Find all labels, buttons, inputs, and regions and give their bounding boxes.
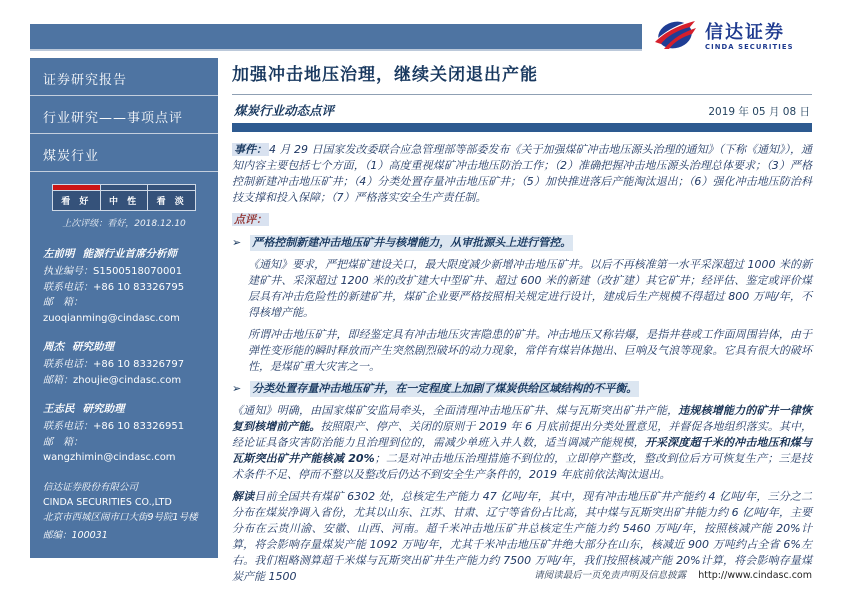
rating-active-indicator bbox=[53, 185, 100, 190]
detail-value: S1500518070001 bbox=[93, 266, 183, 277]
report-date: 2019 年 05 月 08 日 bbox=[708, 106, 810, 118]
rating-option-neutral bbox=[101, 185, 148, 210]
analyst-detail bbox=[43, 435, 205, 466]
paragraph-segment: 《通知》明确，由国家煤矿安监局牵头，全面清理冲击地压矿井、煤与瓦斯突出矿井产能， bbox=[232, 404, 679, 417]
event-paragraph bbox=[232, 142, 812, 206]
logo-wordmark bbox=[705, 21, 794, 51]
analyst-name: 周杰 bbox=[43, 341, 64, 353]
rating-option-label: 中 性 bbox=[101, 191, 148, 210]
logo-name-en: CINDA SECURITIES bbox=[705, 42, 794, 51]
rating-option-label: 看 好 bbox=[53, 191, 100, 210]
research-line-label: 行业研究——事项点评 bbox=[30, 96, 218, 134]
bullet-point bbox=[232, 235, 812, 251]
analyst-detail bbox=[43, 264, 205, 280]
report-subtitle: 煤炭行业动态点评 bbox=[234, 103, 335, 118]
bullet-arrow-icon: ➢ bbox=[232, 382, 242, 395]
detail-label: 邮 箱： bbox=[43, 297, 83, 308]
analyst-detail bbox=[43, 280, 205, 296]
detail-value: +86 10 83326795 bbox=[93, 281, 185, 293]
detail-label: 联系电话： bbox=[43, 359, 93, 370]
detail-label: 邮 箱： bbox=[43, 436, 83, 448]
analyst-name-title bbox=[43, 339, 205, 354]
analyst-block bbox=[30, 239, 218, 332]
subheader-row bbox=[232, 95, 812, 123]
paragraph-segment: 目前全国共有煤矿 6302 处，总核定生产能力 47 亿吨/年，其中，现有冲击地压矿井产能约 4 亿吨/年，三分之二分布在煤炭净调入省份，尤其以山东、江苏、甘肃、辽宁等省份占比高，其中煤与瓦斯突出矿井能力约 6 亿吨/年，主要分布在云贵川渝、安徽、山西、河南。超千米冲击地压矿井总核定生产能力约 5460 万吨/年，按照核减产能 20%计算，将会影响存量煤炭产能 1092 万吨/年，尤其千米冲击地压矿井绝大部分在山东，核减近 900 万吨约占全省 6%左右。我们粗略测算超千米煤与瓦斯突出矿井生产能力约 7500 万吨/年，我们按照核减产能 20%计算，将会影响存量煤炭产能 1500 bbox=[232, 490, 812, 583]
detail-label: 联系电话： bbox=[43, 421, 93, 432]
company-postcode: 邮编：100031 bbox=[43, 530, 108, 542]
rating-option-negative bbox=[148, 185, 195, 210]
analyst-detail bbox=[43, 357, 205, 373]
analyst-name: 左前明 bbox=[43, 248, 75, 260]
analyst-name-title bbox=[43, 401, 205, 416]
rating-option-label: 看 淡 bbox=[148, 191, 195, 210]
analyst-block bbox=[30, 332, 218, 394]
last-rating-note: 上次评级：看好，2018.12.10 bbox=[62, 219, 186, 229]
header-accent-bar bbox=[30, 24, 642, 51]
report-text bbox=[232, 142, 812, 585]
report-type-label: 证券研究报告 bbox=[30, 58, 218, 96]
bullet-arrow-icon: ➢ bbox=[232, 236, 242, 249]
analyst-name: 王志民 bbox=[43, 403, 75, 415]
emphasis-text: 违规核增能力的矿井一律恢复到核增前产能。 bbox=[232, 404, 813, 433]
rating-indicator bbox=[148, 185, 195, 190]
event-text: 4 月 29 日国家发改委联合应急管理部等部委发布《关于加强煤矿冲击地压源头治理的通知》（下称《通知》），通知内容主要包括七个方面，（1）高度重视煤矿冲击地压防治工作；（2）准确把握冲击地压源头治理总体要求；（3）严格控制新建冲击地压矿井；（4）分类处置存量冲击地压矿井；（5）加快推进落后产能淘汰退出；（6）强化冲击地压防治科技支撑和投入保障；（7）严格落实安全生产责任制。 bbox=[232, 143, 813, 204]
body-paragraph: 《通知》要求，严把煤矿建设关口，最大限度减少新增冲击地压矿井。以后不再核准第一水平采深超过 1000 米的新建矿井、采深超过 1200 米的改扩建大中型矿井、超过 600 米的新建（改扩建）其它矿井；经评估、鉴定或评价煤层具有冲击危险性的新建矿井，煤矿企业要严格按照相关规定进行设计，建成后生产规模不得超过 800 万吨/年，不得核增产能。 bbox=[248, 258, 812, 319]
bullet-heading: 严格控制新建冲击地压矿井与核增能力，从审批源头上进行管控。 bbox=[252, 236, 572, 249]
rating-option-positive bbox=[53, 185, 100, 210]
analyst-name-title bbox=[43, 246, 205, 261]
detail-label: 联系电话： bbox=[43, 281, 93, 293]
analyst-detail bbox=[43, 295, 205, 326]
emphasis-text: 开采深度超千米的冲击地压和煤与瓦斯突出矿井产能核减 20% bbox=[232, 436, 813, 465]
logo-name-cn: 信达证券 bbox=[705, 21, 785, 43]
interpretation-lead: 解读 bbox=[232, 490, 255, 503]
report-body bbox=[232, 56, 812, 591]
bullet-point bbox=[232, 381, 812, 397]
page-footer bbox=[232, 567, 812, 581]
analyst-block bbox=[30, 394, 218, 472]
cinda-swoosh-icon bbox=[652, 18, 698, 56]
company-info-block bbox=[43, 481, 208, 544]
rating-indicator bbox=[101, 185, 148, 190]
detail-label: 邮箱： bbox=[43, 374, 73, 386]
bullet-heading: 分类处置存量冲击地压矿井，在一定程度上加剧了煤炭供给区域结构的不平衡。 bbox=[252, 382, 638, 395]
detail-value: +86 10 83326797 bbox=[93, 359, 185, 370]
body-paragraph bbox=[232, 403, 812, 483]
report-title: 加强冲击地压治理，继续关闭退出产能 bbox=[232, 65, 538, 85]
analyst-title: 研究助理 bbox=[72, 341, 114, 353]
disclaimer-note: 请阅读最后一页免责声明及信息披露 bbox=[534, 570, 687, 581]
analyst-detail bbox=[43, 419, 205, 435]
subheader-divider-bar bbox=[232, 123, 812, 132]
report-sidebar bbox=[30, 58, 218, 558]
analyst-title: 研究助理 bbox=[82, 403, 125, 415]
event-label: 事件： bbox=[234, 143, 268, 156]
company-name-en: CINDA SECURITIES CO.,LTD bbox=[43, 496, 172, 508]
analyst-email: wangzhimin@cindasc.com bbox=[43, 452, 176, 463]
detail-label: 执业编号： bbox=[43, 266, 93, 277]
paragraph-segment: ；二是对冲击地压治理措施不到位的，立即停产整改，整改到位后方可恢复生产；三是技术条件不足、停而不整以及整改后仍达不到安全生产条件的，2019 年底前依法淘汰退出。 bbox=[232, 452, 812, 481]
company-url-link[interactable]: http://www.cindasc.com bbox=[698, 570, 812, 581]
comment-label: 点评： bbox=[234, 213, 267, 226]
detail-value: +86 10 83326951 bbox=[93, 421, 185, 432]
analyst-detail bbox=[43, 373, 205, 389]
paragraph-segment: 按照限产、停产、关闭的原则于 2019 年 6 月底前提出分类处置意见，并督促各地组织落实。其中，经论证具备灾害防治能力且治理到位的，需减少单班入井人数，适当调减产能规模， bbox=[232, 420, 813, 449]
company-name-cn: 信达证券股份有限公司 bbox=[43, 482, 139, 494]
comment-row bbox=[232, 212, 812, 228]
analyst-title: 能源行业首席分析师 bbox=[82, 248, 177, 260]
rating-selector bbox=[52, 184, 196, 211]
company-address: 北京市西城区闹市口大街9号院1号楼 bbox=[43, 511, 198, 523]
industry-label: 煤炭行业 bbox=[30, 134, 218, 172]
company-logo bbox=[652, 18, 794, 56]
analyst-email: zhoujie@cindasc.com bbox=[73, 374, 182, 386]
analyst-email: zuoqianming@cindasc.com bbox=[43, 312, 180, 324]
body-paragraph: 所谓冲击地压矿井，即经鉴定具有冲击地压灾害隐患的矿井。冲击地压又称岩爆，是指井巷或工作面周围岩体，由于弹性变形能的瞬时释放而产生突然剧烈破坏的动力现象，常伴有煤岩体抛出、巨响及气浪等现象。它具有很大的破坏性，是煤矿重大灾害之一。 bbox=[248, 328, 812, 373]
